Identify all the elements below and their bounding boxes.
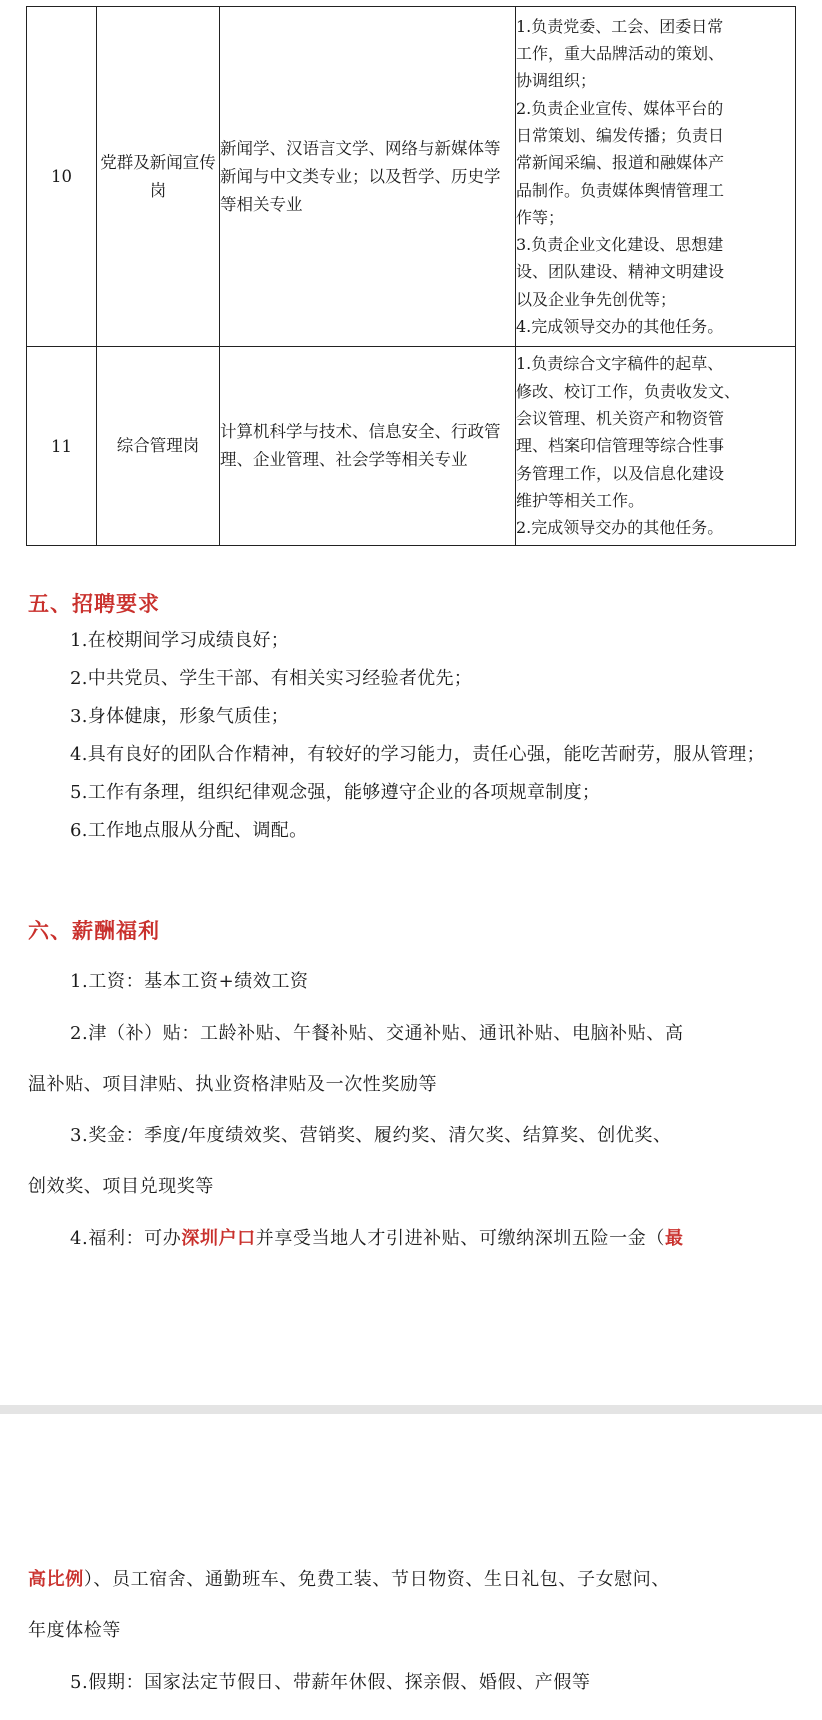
major-requirements: 计算机科学与技术、信息安全、行政管理、企业管理、社会学等相关专业 <box>220 347 516 546</box>
highlight-text: 高比例 <box>28 1569 84 1590</box>
duty-line: 会议管理、机关资产和物资管 <box>516 409 725 429</box>
benefit-bonus-cont: 创效奖、项目兑现奖等 <box>28 1176 214 1197</box>
duties-cell <box>516 347 796 546</box>
duty-line: 修改、校订工作，负责收发文、 <box>516 381 741 401</box>
benefit-welfare-cont2: 年度体检等 <box>28 1620 121 1641</box>
position-name: 综合管理岗 <box>97 347 220 546</box>
highlight-hukou: 深圳户口 <box>181 1228 256 1249</box>
welfare-text: ）、员工宿舍、通勤班车、免费工装、节日物资、生日礼包、子女慰问、 <box>83 1569 671 1590</box>
duty-line: 以及企业争先创优等； <box>516 289 677 309</box>
benefit-salary: 1.工资：基本工资+绩效工资 <box>70 971 309 992</box>
requirement-item: 2.中共党员、学生干部、有相关实习经验者优先； <box>70 668 473 689</box>
row-number: 10 <box>27 7 97 347</box>
job-table <box>26 6 796 546</box>
duty-line: 设、团队建设、精神文明建设 <box>516 262 725 282</box>
table-row <box>27 347 796 546</box>
table-row <box>27 7 796 347</box>
welfare-text: 并享受当地人才引进补贴、可缴纳深圳五险一金（ <box>255 1228 665 1249</box>
benefit-allowance: 2.津（补）贴：工龄补贴、午餐补贴、交通补贴、通讯补贴、电脑补贴、高 <box>70 1023 684 1044</box>
duty-line: 理、档案印信管理等综合性事 <box>516 436 725 456</box>
requirement-item: 5.工作有条理，组织纪律观念强，能够遵守企业的各项规章制度； <box>70 782 601 803</box>
duty-line: 2.完成领导交办的其他任务。 <box>516 518 724 538</box>
duty-line: 2.负责企业宣传、媒体平台的 <box>516 98 724 118</box>
benefit-bonus: 3.奖金：季度/年度绩效奖、营销奖、履约奖、清欠奖、结算奖、创优奖、 <box>70 1125 672 1146</box>
position-name: 党群及新闻宣传岗 <box>97 7 220 347</box>
duty-line: 1.负责党委、工会、团委日常 <box>516 16 724 36</box>
requirement-item: 6.工作地点服从分配、调配。 <box>70 820 308 841</box>
duty-line: 务管理工作，以及信息化建设 <box>516 463 725 483</box>
requirement-item: 1.在校期间学习成绩良好； <box>70 630 290 651</box>
benefit-welfare <box>70 1224 684 1250</box>
duty-line: 日常策划、编发传播；负责日 <box>516 125 725 145</box>
benefit-holidays: 5.假期：国家法定节假日、带薪年休假、探亲假、婚假、产假等 <box>70 1672 591 1693</box>
duty-line: 3.负责企业文化建设、思想建 <box>516 235 724 255</box>
requirement-item: 4.具有良好的团队合作精神，有较好的学习能力，责任心强，能吃苦耐劳，服从管理； <box>70 744 765 765</box>
duty-line: 作等； <box>516 207 565 227</box>
welfare-text: 4.福利：可办 <box>70 1228 182 1249</box>
section-title-benefits: 六、薪酬福利 <box>28 918 160 943</box>
benefit-welfare-cont <box>28 1565 670 1591</box>
duty-line: 4.完成领导交办的其他任务。 <box>516 316 724 336</box>
duty-line: 品制作。负责媒体舆情管理工 <box>516 180 725 200</box>
duty-line: 工作，重大品牌活动的策划、 <box>516 44 725 64</box>
duty-line: 常新闻采编、报道和融媒体产 <box>516 153 725 173</box>
requirements-list <box>30 623 800 851</box>
section-title-requirements: 五、招聘要求 <box>28 591 160 616</box>
row-number: 11 <box>27 347 97 546</box>
highlight-text: 最 <box>664 1228 684 1249</box>
duty-line: 协调组织； <box>516 71 597 91</box>
duty-line: 1.负责综合文字稿件的起草、 <box>516 354 724 374</box>
benefit-allowance-cont: 温补贴、项目津贴、执业资格津贴及一次性奖励等 <box>28 1074 438 1095</box>
duties-cell <box>516 7 796 347</box>
major-requirements: 新闻学、汉语言文学、网络与新媒体等新闻与中文类专业；以及哲学、历史学等相关专业 <box>220 7 516 347</box>
requirement-item: 3.身体健康，形象气质佳； <box>70 706 290 727</box>
duty-line: 维护等相关工作。 <box>516 490 645 510</box>
page-divider <box>0 1405 822 1414</box>
